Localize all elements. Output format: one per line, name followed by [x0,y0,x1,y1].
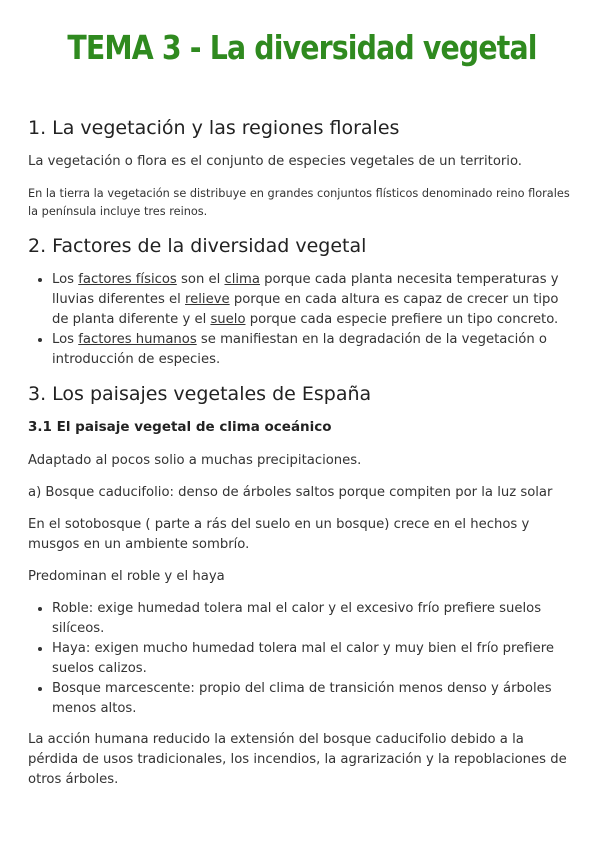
page-title: TEMA 3 - La diversidad vegetal [67,28,537,67]
species-list [28,599,576,719]
paragraph: En el sotobosque ( parte a rás del suelo en un bosque) crece en el hechos y musgos en un ambiente sombrío. [28,517,530,552]
paragraph: a) Bosque caducifolio: denso de árboles saltos porque compiten por la luz solar [28,485,553,500]
section-2-heading: 2. Factores de la diversidad vegetal [28,235,367,257]
list-item: • Los factores físicos son el clima porque cada planta necesita temperaturas y lluvias diferentes el relieve porque en cada altura es capaz de crecer un tipo de planta diferente y el suelo porque cada especie prefiere un tipo concreto. [52,270,576,330]
section-1-note: En la tierra la vegetación se distribuye en grandes conjuntos flísticos denominado reino florales la península incluye tres reinos. [28,187,570,218]
list-item: • Bosque marcescente: propio del clima de transición menos denso y árboles menos altos. [52,679,576,719]
subsection-heading: 3.1 El paisaje vegetal de clima oceánico [28,419,332,435]
section-3-heading: 3. Los paisajes vegetales de España [28,383,372,405]
list-item: • Roble: exige humedad tolera mal el calor y el excesivo frío prefiere suelos silíceos. [52,599,576,639]
paragraph: Adaptado al pocos solio a muchas precipitaciones. [28,453,362,468]
paragraph: La acción humana reducido la extensión del bosque caducifolio debido a la pérdida de usos tradicionales, los incendios, la agrarización y la repoblaciones de otros árboles. [28,732,567,787]
list-item: • Haya: exigen mucho humedad tolera mal el calor y muy bien el frío prefiere suelos calizos. [52,639,576,679]
section-1-paragraph: La vegetación o flora es el conjunto de especies vegetales de un territorio. [28,154,522,169]
paragraph: Predominan el roble y el haya [28,569,225,584]
factors-list [28,270,576,370]
section-1-heading: 1. La vegetación y las regiones florales [28,117,400,139]
list-item: • Los factores humanos se manifiestan en la degradación de la vegetación o introducción de especies. [52,330,576,370]
